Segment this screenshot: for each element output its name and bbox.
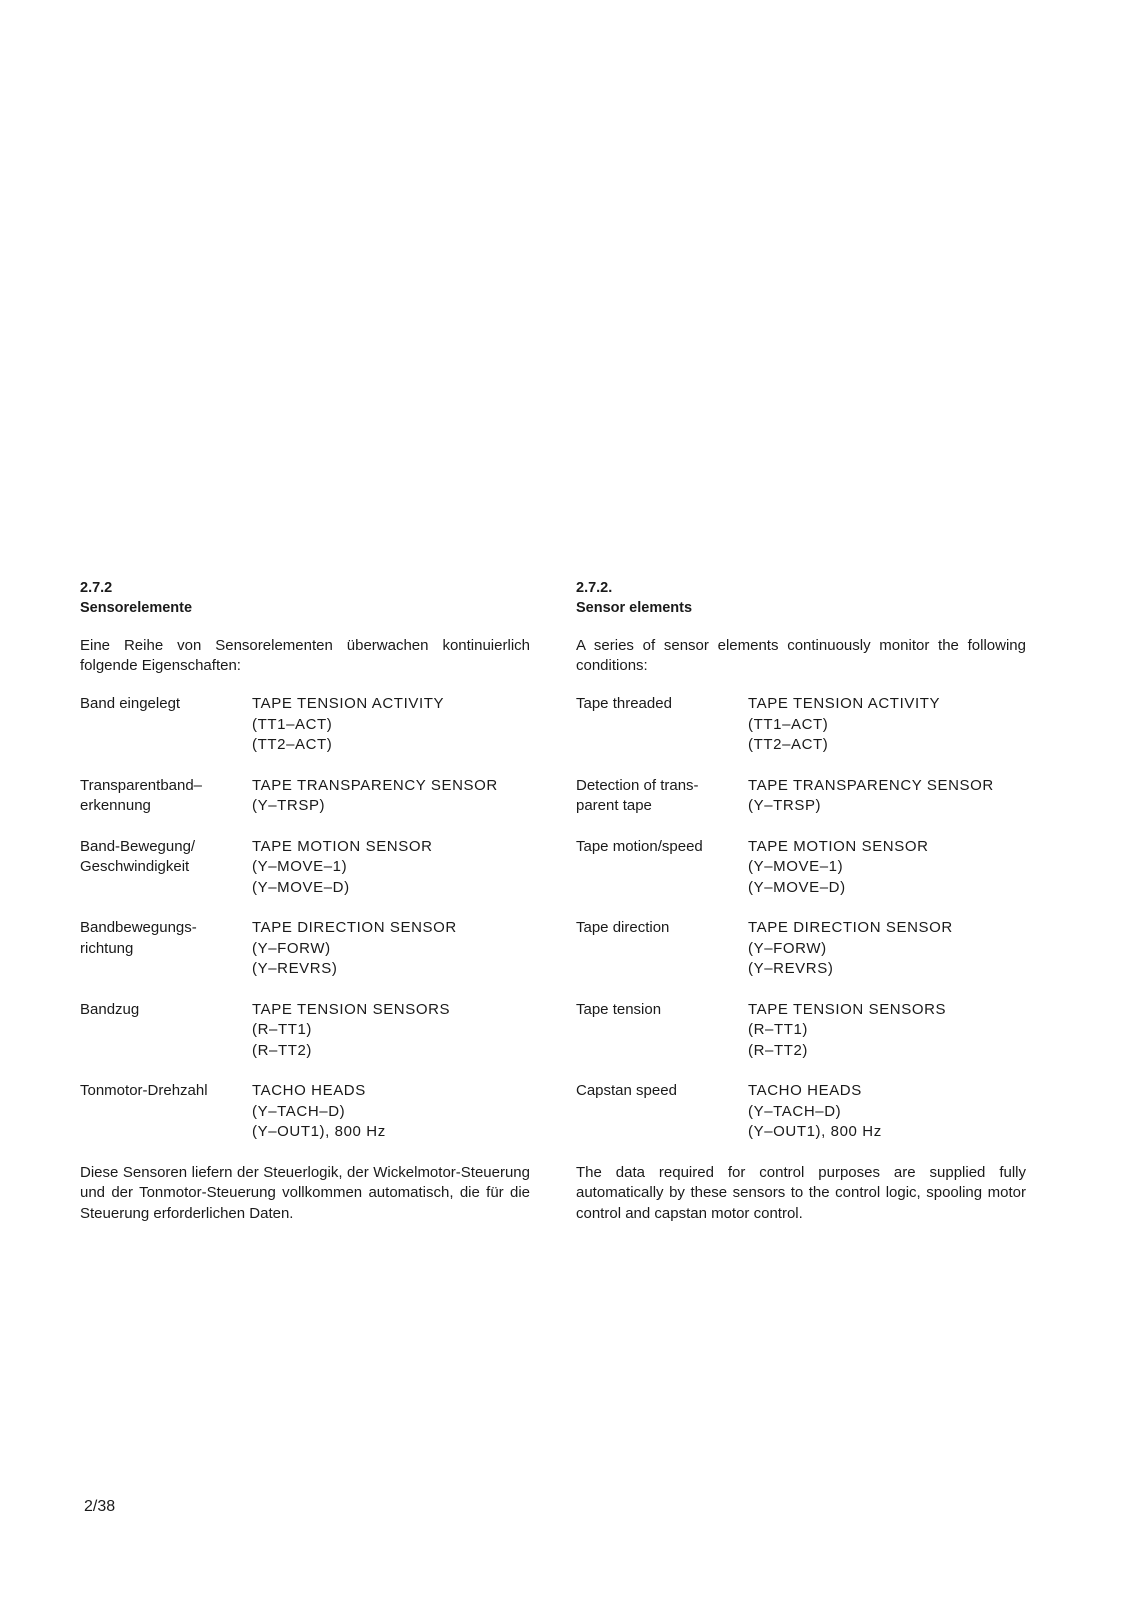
section-title: Sensorelemente: [80, 600, 193, 616]
sensor-value-line: (R–TT1): [252, 1021, 313, 1038]
page-number: 2/38: [84, 1498, 116, 1515]
sensor-value-line: TAPE DIRECTION SENSOR: [748, 919, 953, 936]
sensor-value: [252, 694, 444, 756]
sensor-row: [80, 1000, 530, 1062]
sensor-value: [252, 837, 433, 899]
sensor-value-line: (R–TT1): [748, 1021, 809, 1038]
sensor-row: [576, 918, 1026, 980]
sensor-value: [748, 694, 940, 756]
outro-paragraph: The data required for control purposes are supplied fully automatically by these sensors to the control logic, spooling motor control and capstan motor control.: [576, 1163, 1026, 1222]
sensor-label: Band eingelegt: [80, 695, 181, 712]
sensor-label: Capstan speed: [576, 1082, 677, 1099]
sensor-value-line: (Y–MOVE–1): [748, 858, 844, 875]
sensor-value-line: (R–TT2): [748, 1041, 809, 1059]
sensor-value-line: (TT2–ACT): [748, 736, 829, 753]
sensor-value-line: (Y–TACH–D): [252, 1102, 346, 1120]
sensor-row: [80, 694, 530, 756]
sensor-label: Tape direction: [576, 919, 670, 936]
sensor-value: [252, 1081, 386, 1143]
section-number: 2.7.2: [80, 580, 113, 596]
sensor-value-line: TAPE TENSION ACTIVITY: [252, 695, 445, 712]
sensor-label: Bandzug: [80, 1000, 140, 1018]
english-column: [576, 578, 1026, 1224]
sensor-label: Tape tension: [576, 1000, 662, 1018]
sensor-row: [576, 1081, 1026, 1143]
sensor-label: Tonmotor-Drehzahl: [80, 1082, 208, 1099]
sensor-list: [576, 694, 1026, 1143]
sensor-value-line: (Y–FORW): [748, 939, 827, 957]
sensor-value-line: (Y–REVRS): [252, 960, 338, 977]
sensor-row: [576, 776, 1026, 817]
sensor-value: [748, 1000, 946, 1062]
sensor-row: [80, 918, 530, 980]
sensor-value-line: (Y–MOVE–1): [252, 858, 348, 875]
sensor-value: [748, 776, 994, 817]
sensor-value: [748, 1081, 882, 1143]
sensor-value-line: (TT2–ACT): [252, 736, 333, 753]
sensor-value: [252, 776, 498, 817]
sensor-value-line: (Y–OUT1), 800 Hz: [748, 1123, 882, 1140]
sensor-row: [576, 837, 1026, 899]
sensor-row: [576, 1000, 1026, 1062]
sensor-row: [80, 776, 530, 817]
sensor-value-line: TAPE TENSION SENSORS: [252, 1000, 451, 1018]
intro-paragraph: A series of sensor elements continuously monitor the following conditions:: [576, 637, 1026, 674]
sensor-value-line: (Y–TACH–D): [748, 1102, 842, 1120]
sensor-value-line: (Y–MOVE–D): [748, 878, 846, 896]
sensor-value-line: (Y–MOVE–D): [252, 878, 350, 896]
sensor-value-line: TAPE TENSION SENSORS: [748, 1000, 947, 1018]
sensor-value-line: (Y–FORW): [252, 939, 331, 957]
sensor-row: [80, 1081, 530, 1143]
sensor-label: Tape motion/speed: [576, 837, 703, 855]
sensor-label: Band-Bewegung/ Geschwindigkeit: [80, 837, 196, 875]
sensor-value-line: TACHO HEADS: [748, 1082, 862, 1099]
sensor-value-line: TAPE TRANSPARENCY SENSOR: [748, 776, 994, 794]
outro-paragraph: Diese Sensoren liefern der Steuerlogik, der Wickelmotor-Steuerung und der Tonmotor-Steuerung vollkommen automatisch, die für die Steuerung erforderlichen Daten.: [80, 1163, 530, 1222]
sensor-label: Tape threaded: [576, 695, 672, 712]
section-title: Sensor elements: [576, 600, 693, 616]
sensor-row: [576, 694, 1026, 756]
sensor-value: [252, 1000, 450, 1062]
sensor-value: [748, 837, 929, 899]
sensor-value-line: (Y–TRSP): [748, 797, 822, 814]
german-column: [80, 578, 530, 1224]
sensor-row: [80, 837, 530, 899]
intro-paragraph: Eine Reihe von Sensorelementen überwachen kontinuierlich folgende Eigenschaften:: [80, 637, 530, 674]
sensor-value-line: (Y–TRSP): [252, 797, 326, 814]
sensor-value-line: TAPE TRANSPARENCY SENSOR: [252, 776, 498, 794]
sensor-value-line: TAPE MOTION SENSOR: [748, 837, 929, 855]
sensor-value-line: (TT1–ACT): [252, 715, 333, 733]
sensor-label: Transparentband– erkennung: [80, 776, 203, 814]
sensor-value: [748, 918, 953, 980]
sensor-list: [80, 694, 530, 1143]
sensor-label: Bandbewegungs- richtung: [80, 919, 197, 957]
sensor-value-line: TAPE MOTION SENSOR: [252, 837, 433, 855]
sensor-value-line: (Y–REVRS): [748, 960, 834, 977]
sensor-value-line: (R–TT2): [252, 1041, 313, 1059]
sensor-value-line: TAPE DIRECTION SENSOR: [252, 919, 457, 936]
sensor-label: Detection of trans- parent tape: [576, 776, 699, 814]
sensor-value-line: (Y–OUT1), 800 Hz: [252, 1123, 386, 1140]
sensor-value-line: (TT1–ACT): [748, 715, 829, 733]
section-number: 2.7.2.: [576, 580, 613, 596]
sensor-value: [252, 918, 457, 980]
sensor-value-line: TACHO HEADS: [252, 1082, 366, 1099]
sensor-value-line: TAPE TENSION ACTIVITY: [748, 695, 941, 712]
